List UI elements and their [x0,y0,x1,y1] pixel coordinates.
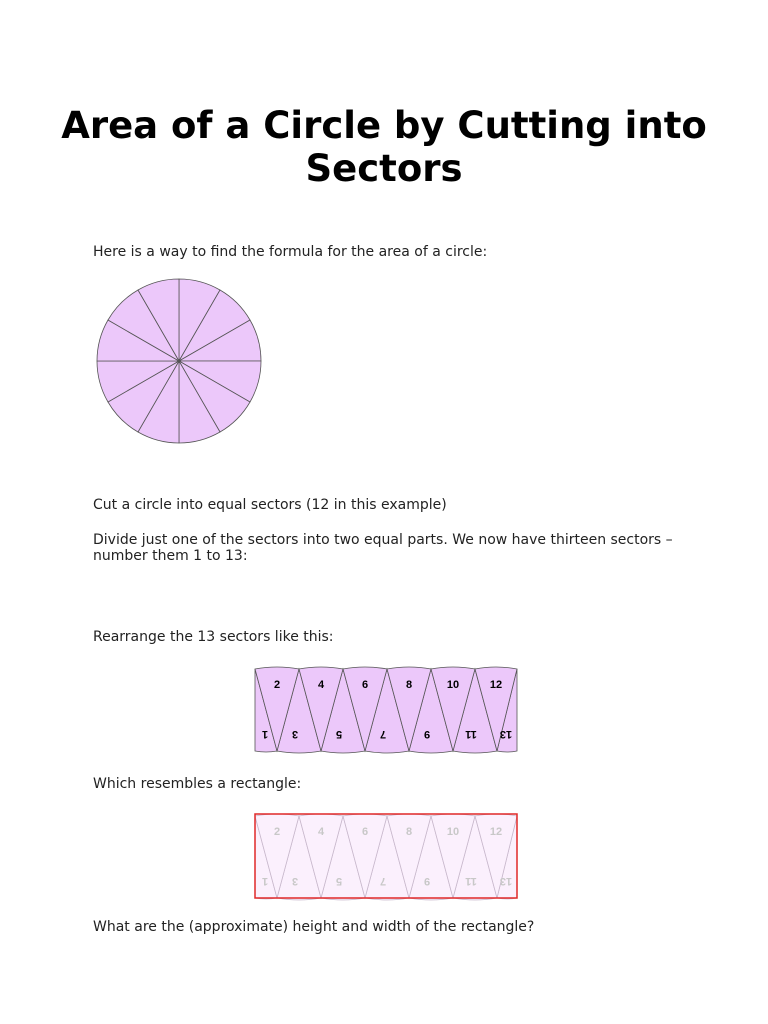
sector-label-bottom: 11 [465,728,477,740]
sector-label-top: 6 [361,679,369,691]
sector-label-top: 4 [317,679,325,691]
sector-label-top: 8 [405,679,413,691]
sector-label-bottom: 9 [423,875,431,887]
sector-label-top: 2 [273,826,281,838]
step1-text: Cut a circle into equal sectors (12 in this example) [93,497,447,513]
sector-label-bottom: 3 [291,728,299,740]
sector-label-top: 4 [317,826,325,838]
intro-text: Here is a way to find the formula for the area of a circle: [93,244,488,260]
sector-label-bottom: 7 [379,728,387,740]
sector-label-bottom: 11 [465,875,477,887]
sector-label-top: 8 [405,826,413,838]
sector-label-bottom: 3 [291,875,299,887]
page-title: Area of a Circle by Cutting into Sectors [61,104,707,190]
sector-label-bottom: 13 [499,728,513,740]
step3-text: Rearrange the 13 sectors like this: [93,629,334,645]
sector-label-bottom: 1 [261,728,269,740]
sector-label-top: 6 [361,826,369,838]
sector-label-bottom: 1 [261,875,269,887]
sector-label-top: 10 [446,826,460,838]
sector-label-bottom: 13 [499,875,513,887]
sector-label-top: 12 [489,679,503,691]
sector-label-bottom: 7 [379,875,387,887]
sectored-circle-figure [95,278,265,446]
sector-label-top: 2 [273,679,281,691]
sector-label-bottom: 9 [423,728,431,740]
rectangle-approximation-figure [254,812,520,902]
sector-label-top: 10 [446,679,460,691]
step2-text: Divide just one of the sectors into two equal parts. We now have thirteen sectors – number them 1 to 13: [93,532,673,564]
sector-label-top: 12 [489,826,503,838]
step4-text: Which resembles a rectangle: [93,776,302,792]
question-text: What are the (approximate) height and width of the rectangle? [93,919,535,935]
sector-label-bottom: 5 [335,875,343,887]
rearranged-sectors-figure [254,665,520,755]
sector-label-bottom: 5 [335,728,343,740]
